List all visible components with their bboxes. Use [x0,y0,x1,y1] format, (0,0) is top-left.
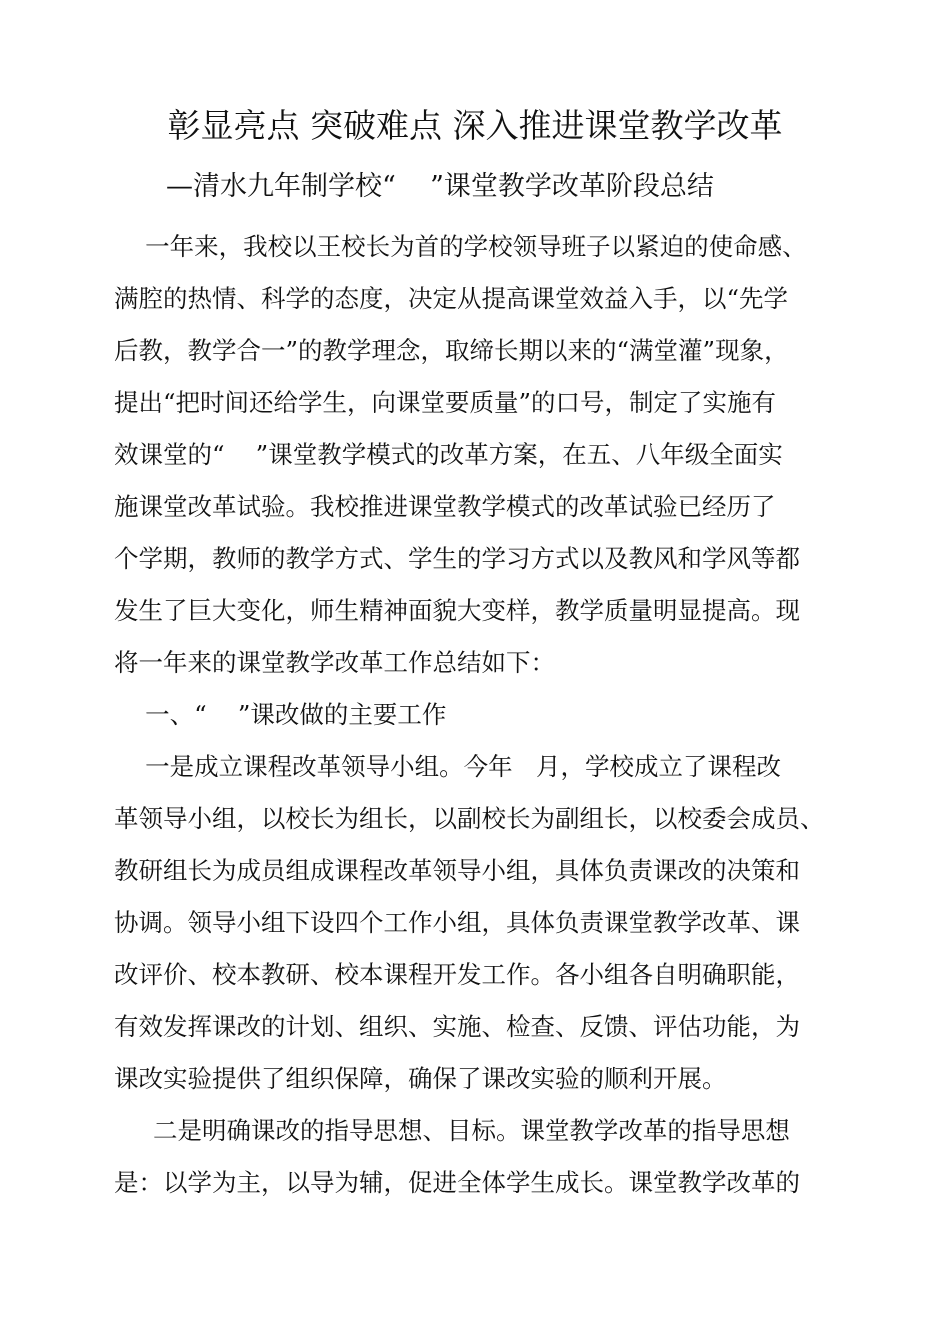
body-line: 是：以学为主，以导为辅，促进全体学生成长。课堂教学改革的 [114,1168,800,1197]
section-heading: 一、“ ”课改做的主要工作 [114,700,447,729]
body-line: 教研组长为成员组成课程改革领导小组，具体负责课改的决策和 [114,856,800,885]
body-line: 个学期，教师的教学方式、学生的学习方式以及教风和学风等都 [114,544,800,573]
body-line: 后教，教学合一”的教学理念，取缔长期以来的“满堂灌”现象， [114,336,789,365]
body-line: 改评价、校本教研、校本课程开发工作。各小组各自明确职能， [114,960,800,989]
body-line: 课改实验提供了组织保障，确保了课改实验的顺利开展。 [114,1064,727,1093]
document-title: 彰显亮点 突破难点 深入推进课堂教学改革 [167,106,783,145]
body-line: 一是成立课程改革领导小组。今年 月，学校成立了课程改 [114,752,782,781]
body-line: 一年来，我校以王校长为首的学校领导班子以紧迫的使命感、 [114,232,807,261]
body-line: 提出“把时间还给学生，向课堂要质量”的口号，制定了实施有 [114,388,777,417]
body-line: 二是明确课改的指导思想、目标。课堂教学改革的指导思想 [114,1116,790,1145]
body-line: 效课堂的“ ”课堂教学模式的改革方案，在五、八年级全面实 [114,440,783,469]
body-line: 施课堂改革试验。我校推进课堂教学模式的改革试验已经历了 [114,492,776,521]
body-line: 发生了巨大变化，师生精神面貌大变样，教学质量明显提高。现 [114,596,800,625]
body-line: 满腔的热情、科学的态度，决定从提高课堂效益入手，以“先学 [114,284,789,313]
body-line: 有效发挥课改的计划、组织、实施、检查、反馈、评估功能，为 [114,1012,800,1041]
body-line: 革领导小组，以校长为组长，以副校长为副组长，以校委会成员、 [114,804,825,833]
body-line: 协调。领导小组下设四个工作小组，具体负责课堂教学改革、课 [114,908,800,937]
document-subtitle: —清水九年制学校“ ”课堂教学改革阶段总结 [166,171,714,202]
body-line: 将一年来的课堂教学改革工作总结如下： [114,648,555,677]
